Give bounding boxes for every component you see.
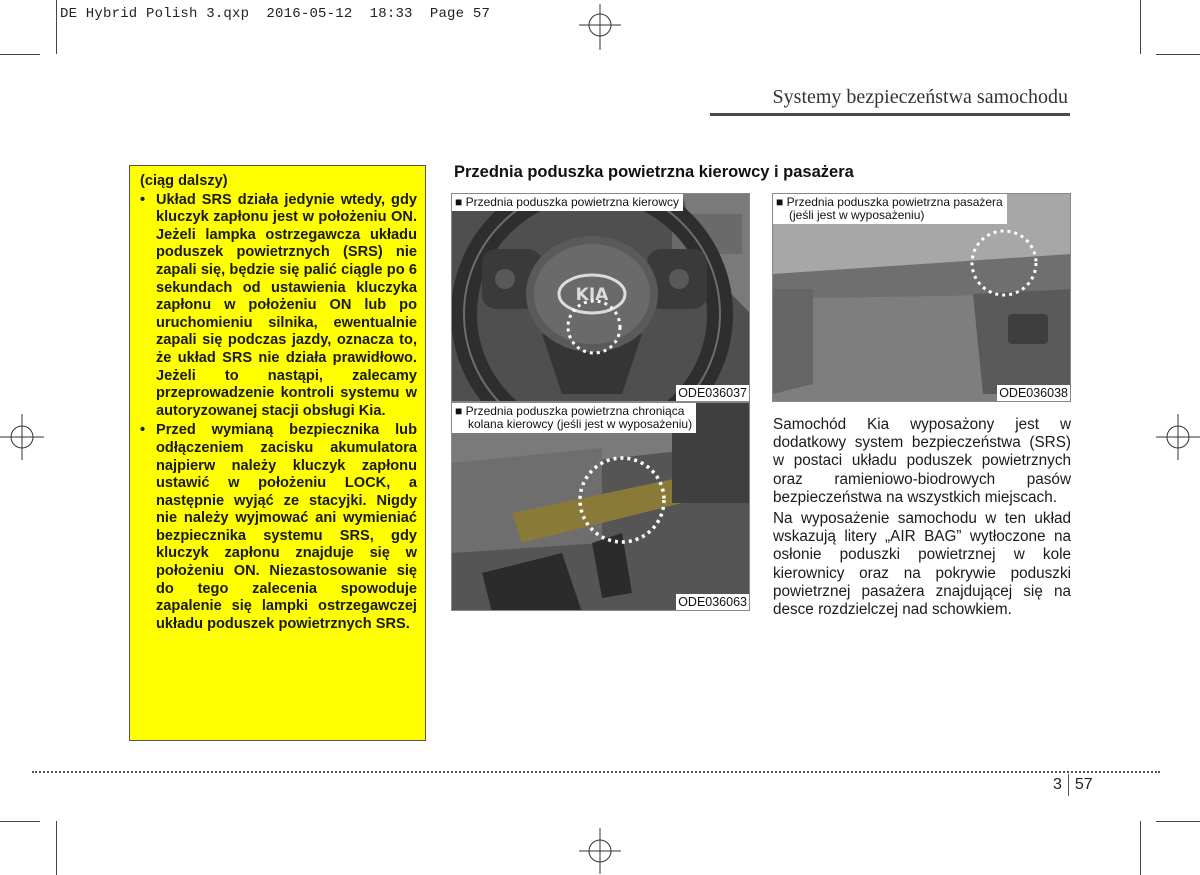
crop-mark [56, 821, 57, 875]
figure-caption [452, 403, 696, 433]
chapter-number: 3 [1053, 776, 1062, 794]
figure-knee-airbag [451, 402, 750, 611]
figure-caption-line: (jeśli jest w wyposażeniu) [789, 208, 925, 222]
knee-airbag-illustration [452, 403, 750, 611]
warning-item [140, 422, 417, 633]
crop-mark [1156, 54, 1200, 55]
body-paragraph: Samochód Kia wyposażony jest w dodatkowy system bezpieczeństwa (SRS) w postaci układu poduszek powietrznych oraz ramieniowo-biodrowych pasów bezpieczeństwa na wszystkich miejscach. [773, 416, 1071, 506]
figure-code: ODE036038 [999, 386, 1068, 400]
body-text [773, 416, 1071, 622]
page-divider [1068, 774, 1069, 796]
page-number [1053, 774, 1093, 796]
figure-passenger-airbag [772, 193, 1071, 402]
warning-continued-label: (ciąg dalszy) [140, 173, 228, 189]
crop-mark [1156, 821, 1200, 822]
footer-rule [32, 771, 1160, 773]
kia-logo: KIA [575, 285, 609, 305]
figure-driver-airbag [451, 193, 750, 402]
page-number-value: 57 [1074, 776, 1093, 794]
figure-caption-line: ■ Przednia poduszka powietrzna chroniąca [455, 404, 685, 418]
crop-mark [0, 821, 40, 822]
registration-mark-left [0, 412, 44, 462]
warning-list [140, 192, 417, 634]
figure-caption-line: kolana kierowcy (jeśli jest w wyposażeniu) [468, 417, 693, 431]
body-paragraph: Na wyposażenie samochodu w ten układ wskazują litery „AIR BAG” wytłoczone na osłonie poduszki powietrznej w kole kierownicy oraz na pokrywie poduszki powietrznej pasażera znajdującej się na desce rozdzielczej nad schowkiem. [773, 510, 1071, 619]
crop-mark [56, 0, 57, 54]
section-title: Systemy bezpieczeństwa samochodu [772, 86, 1068, 108]
registration-mark-bottom [575, 826, 625, 875]
crop-mark [0, 54, 40, 55]
figure-code: ODE036037 [678, 386, 747, 400]
steering-wheel-illustration [452, 194, 750, 402]
figure-caption-line: ■ Przednia poduszka powietrzna pasażera [776, 195, 1003, 209]
warning-item [140, 192, 417, 421]
dashboard-illustration [773, 194, 1071, 402]
figure-caption: ■ Przednia poduszka powietrzna kierowcy [452, 194, 683, 211]
figure-caption [773, 194, 1007, 224]
warning-item-text: Układ SRS działa jedynie wtedy, gdy kluczyk zapłonu jest w położeniu ON. Jeżeli lampka ostrzegawcza układu poduszek powietrznych (SRS) nie zapali się, będzie się palić ciągle po 6 sekundach od ustawienia kluczyka zapłonu w położeniu ON lub po uruchomieniu silnika, ewentualnie zapali się podczas jazdy, oznacza to, że układ SRS nie działa prawidłowo. Jeżeli to nastąpi, zalecamy przeprowadzenie kontroli systemu w autoryzowanej stacji obsługi Kia. [156, 191, 417, 419]
registration-mark-top [575, 2, 625, 52]
bullet: • [140, 422, 146, 439]
crop-mark [1140, 0, 1141, 54]
file-header: DE Hybrid Polish 3.qxp 2016-05-12 18:33 Page 57 [60, 6, 491, 22]
airbag-heading: Przednia poduszka powietrzna kierowcy i pasażera [454, 163, 854, 181]
bullet: • [140, 191, 146, 208]
crop-mark [1140, 821, 1141, 875]
warning-item-text: Przed wymianą bezpiecznika lub odłączeniem zacisku akumulatora najpierw należy kluczyk zapłonu ustawić w położeniu LOCK, a następnie wyjąć ze stacyjki. Nigdy nie należy wyjmować ani wymieniać bezpiecznika systemu SRS, gdy kluczyk zapłonu znajduje się w położeniu ON. Niezastosowanie się do tego zalecenia spowoduje zapalenie się lampki ostrzegawczej układu poduszek powietrznych SRS. [156, 422, 417, 632]
warning-box [129, 165, 426, 741]
figure-code: ODE036063 [678, 595, 747, 609]
registration-mark-right [1156, 412, 1200, 462]
header-rule [710, 113, 1070, 116]
